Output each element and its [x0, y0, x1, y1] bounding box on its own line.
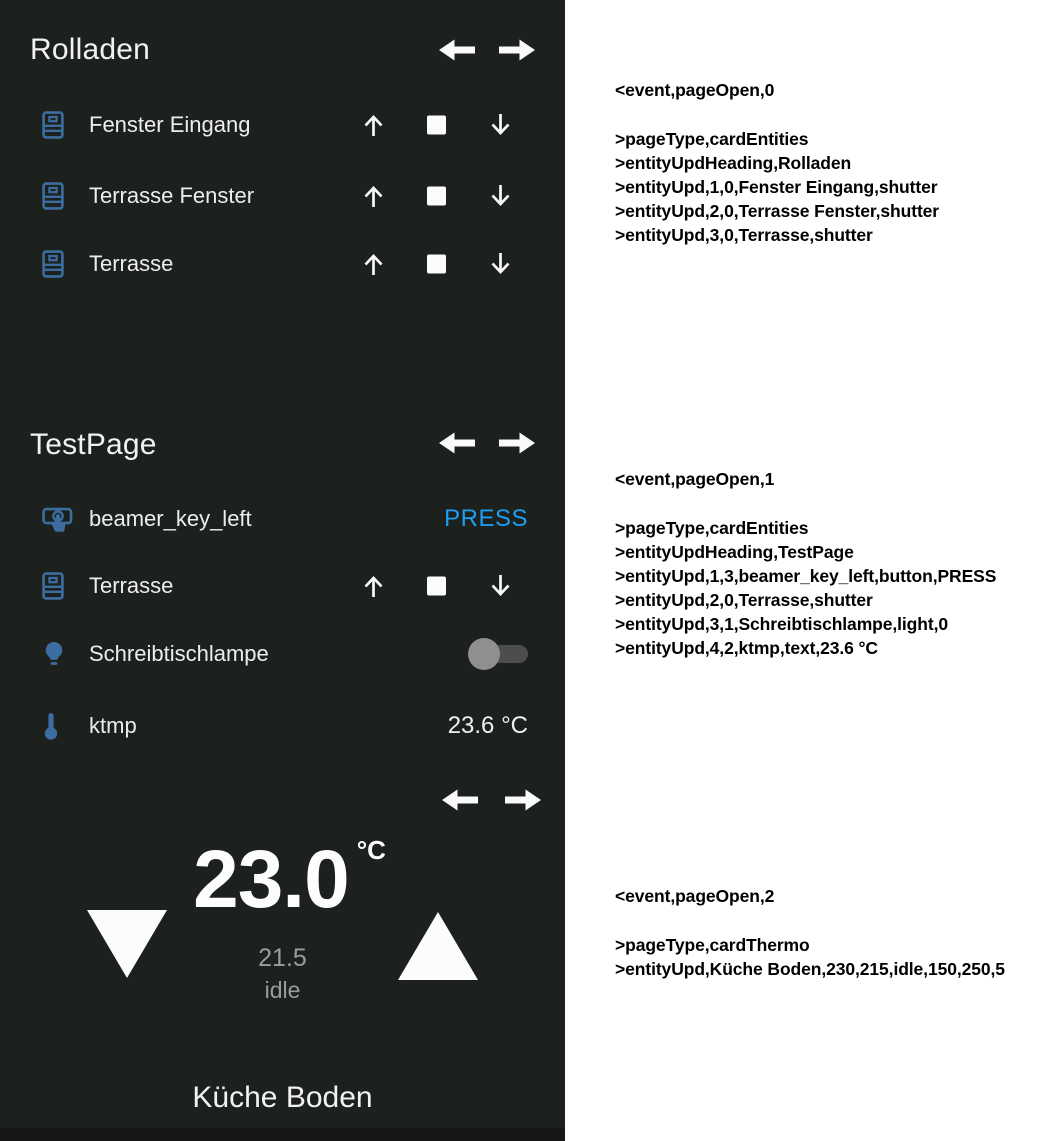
serial-block-page1: [615, 467, 1041, 660]
serial-line: >entityUpd,3,0,Terrasse,shutter: [615, 225, 873, 245]
serial-gap: [615, 102, 1041, 127]
entity-row: [0, 632, 565, 676]
serial-line: >entityUpd,Küche Boden,230,215,idle,150,250,5: [615, 959, 1005, 979]
gesture-tap-button-icon: [42, 504, 73, 535]
panel-bottom-strip: [0, 1128, 565, 1141]
shutter-up-button[interactable]: [360, 183, 387, 210]
nav-prev-icon[interactable]: [437, 36, 475, 69]
serial-log: [565, 0, 1045, 1141]
serial-line: >pageType,cardThermo: [615, 935, 810, 955]
shutter-stop-button[interactable]: [427, 187, 446, 206]
serial-line: >pageType,cardEntities: [615, 129, 809, 149]
shutter-up-button[interactable]: [360, 112, 387, 139]
card-heading: TestPage: [30, 428, 157, 461]
nav-prev-icon[interactable]: [437, 429, 475, 462]
serial-line: >entityUpd,2,0,Terrasse Fenster,shutter: [615, 201, 940, 221]
current-temp-value: 23.0: [193, 834, 349, 925]
shutter-up-button[interactable]: [360, 251, 387, 278]
shutter-stop-button[interactable]: [427, 255, 446, 274]
entity-label: ktmp: [89, 713, 137, 738]
serial-event-line: <event,pageOpen,0: [615, 80, 775, 100]
shutter-down-button[interactable]: [487, 112, 514, 139]
serial-event-line: <event,pageOpen,2: [615, 886, 775, 906]
press-button[interactable]: PRESS: [444, 505, 528, 532]
shutter-stop-button[interactable]: [427, 116, 446, 135]
serial-line: >entityUpd,2,0,Terrasse,shutter: [615, 590, 873, 610]
serial-block-page2: [615, 884, 1041, 981]
entity-row: [0, 174, 565, 218]
entity-label: Terrasse Fenster: [89, 183, 255, 208]
lightbulb-icon: [42, 641, 66, 668]
toggle-knob: [468, 638, 500, 670]
entity-row: [0, 103, 565, 147]
serial-line: >entityUpd,3,1,Schreibtischlampe,light,0: [615, 614, 948, 634]
sensor-value: 23.6 °C: [447, 712, 528, 739]
serial-line: >entityUpdHeading,Rolladen: [615, 153, 852, 173]
shutter-down-button[interactable]: [487, 573, 514, 600]
serial-line: >entityUpd,4,2,ktmp,text,23.6 °C: [615, 638, 878, 658]
shutter-stop-button[interactable]: [427, 577, 446, 596]
thermo-entity-name: Küche Boden: [192, 1081, 373, 1114]
entity-label: Schreibtischlampe: [89, 641, 269, 666]
entity-row: [0, 564, 565, 608]
entity-label: Fenster Eingang: [89, 112, 251, 137]
shutter-down-button[interactable]: [487, 251, 514, 278]
serial-gap: [615, 908, 1041, 933]
serial-block-page0: [615, 78, 1041, 247]
thermo-target-temp: 21.5: [258, 944, 307, 972]
shutter-up-button[interactable]: [360, 573, 387, 600]
serial-line: >entityUpd,1,0,Fenster Eingang,shutter: [615, 177, 938, 197]
thermo-state: idle: [264, 977, 301, 1003]
nav-prev-icon[interactable]: [440, 786, 478, 819]
serial-line: >entityUpd,1,3,beamer_key_left,button,PRESS: [615, 566, 997, 586]
entity-row: [0, 497, 565, 541]
entity-row: [0, 242, 565, 286]
entity-row: [0, 704, 565, 748]
card-heading: Rolladen: [30, 33, 151, 66]
shutter-down-button[interactable]: [487, 183, 514, 210]
light-toggle[interactable]: [468, 638, 528, 670]
nav-next-icon[interactable]: [499, 429, 537, 462]
thermometer-icon: [42, 712, 60, 741]
entity-label: Terrasse: [89, 251, 174, 276]
window-shutter-icon: [42, 182, 64, 210]
thermo-current-temp: [0, 834, 565, 943]
serial-event-line: <event,pageOpen,1: [615, 469, 775, 489]
entity-label: Terrasse: [89, 573, 174, 598]
serial-gap: [615, 491, 1041, 516]
nav-next-icon[interactable]: [499, 36, 537, 69]
serial-line: >pageType,cardEntities: [615, 518, 809, 538]
window-shutter-icon: [42, 250, 64, 278]
window-shutter-icon: [42, 111, 64, 139]
nav-next-icon[interactable]: [505, 786, 543, 819]
temp-unit: °C: [356, 835, 386, 865]
serial-line: >entityUpdHeading,TestPage: [615, 542, 854, 562]
window-shutter-icon: [42, 572, 64, 600]
entity-label: beamer_key_left: [89, 506, 252, 531]
